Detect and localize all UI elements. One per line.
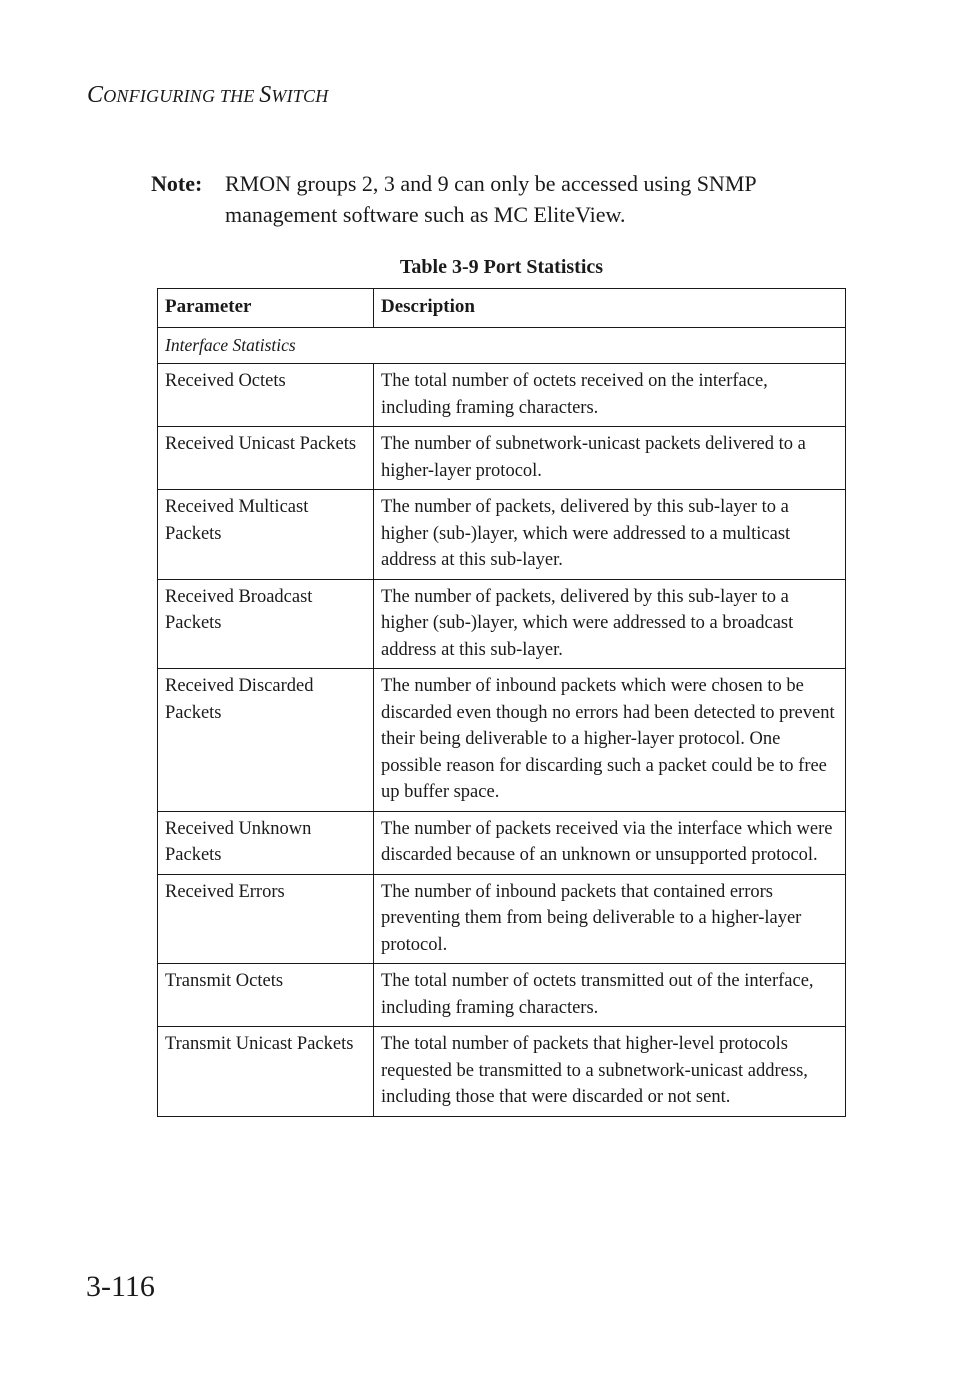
table-row (158, 811, 846, 874)
table-row (158, 964, 846, 1027)
parameter-cell: Transmit Unicast Packets (158, 1027, 374, 1117)
table-row (158, 669, 846, 812)
note-label: Note: (151, 171, 203, 196)
description-cell: The number of inbound packets that contained errors preventing them from being deliverable to a higher-layer protocol. (374, 874, 846, 964)
table-row (158, 1027, 846, 1117)
parameter-cell: Transmit Octets (158, 964, 374, 1027)
table-row (158, 579, 846, 669)
description-cell: The number of packets, delivered by this sub-layer to a higher (sub-)layer, which were addressed to a multicast address at this sub-layer. (374, 490, 846, 580)
header-initial-s: S (259, 82, 272, 108)
table-row (158, 874, 846, 964)
parameter-cell: Received Unicast Packets (158, 427, 374, 490)
column-header-description: Description (374, 289, 846, 328)
page-number: 3-116 (86, 1270, 155, 1303)
note-block (151, 168, 851, 230)
port-statistics-table (157, 288, 846, 1117)
description-cell: The number of packets received via the interface which were discarded because of an unknown or unsupported protocol. (374, 811, 846, 874)
description-cell: The total number of octets transmitted out of the interface, including framing characters. (374, 964, 846, 1027)
description-cell: The number of packets, delivered by this sub-layer to a higher (sub-)layer, which were addressed to a broadcast address at this sub-layer. (374, 579, 846, 669)
note-text: RMON groups 2, 3 and 9 can only be accessed using SNMP management software such as MC EliteView. (225, 171, 756, 227)
table-row (158, 427, 846, 490)
table-caption: Table 3-9 Port Statistics (399, 256, 604, 278)
section-label: Interface Statistics (158, 327, 846, 364)
parameter-cell: Received Unknown Packets (158, 811, 374, 874)
parameter-cell: Received Multicast Packets (158, 490, 374, 580)
parameter-cell: Received Broadcast Packets (158, 579, 374, 669)
column-header-parameter: Parameter (158, 289, 374, 328)
header-text-configuring: ONFIGURING THE (103, 86, 260, 106)
description-cell: The total number of octets received on the interface, including framing characters. (374, 364, 846, 427)
parameter-cell: Received Octets (158, 364, 374, 427)
description-cell: The total number of packets that higher-level protocols requested be transmitted to a subnetwork-unicast address, including those that were discarded or not sent. (374, 1027, 846, 1117)
header-initial-c: C (87, 82, 104, 108)
header-text-switch: WITCH (271, 86, 329, 106)
table-row (158, 364, 846, 427)
table-row (158, 490, 846, 580)
description-cell: The number of inbound packets which were chosen to be discarded even though no errors had been detected to prevent their being deliverable to a higher-layer protocol. One possible reason for discarding such a packet could be to free up buffer space. (374, 669, 846, 812)
section-row (158, 327, 846, 364)
parameter-cell: Received Errors (158, 874, 374, 964)
running-header (87, 82, 328, 109)
description-cell: The number of subnetwork-unicast packets delivered to a higher-layer protocol. (374, 427, 846, 490)
table-header-row (158, 289, 846, 328)
parameter-cell: Received Discarded Packets (158, 669, 374, 812)
